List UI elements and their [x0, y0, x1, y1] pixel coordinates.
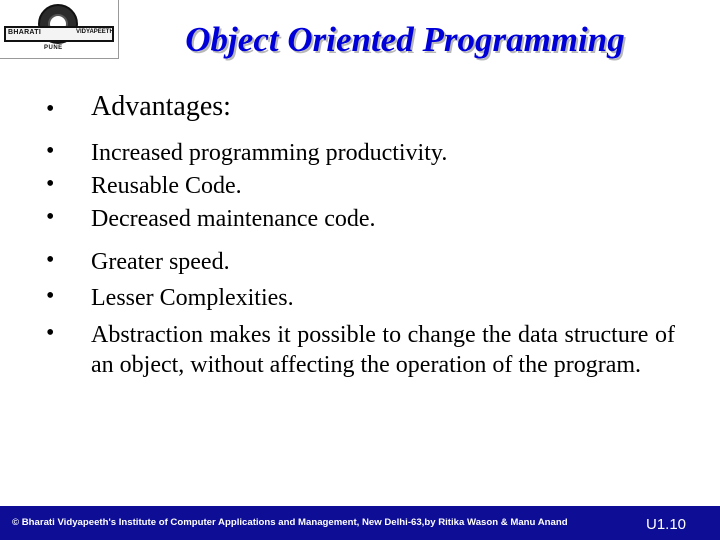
page-number: U1.10: [646, 516, 687, 533]
bullet-marker: •: [46, 138, 55, 164]
list-item-text: Lesser Complexities.: [91, 285, 294, 311]
list-item-text: Reusable Code.: [91, 173, 242, 199]
footer-bar: [0, 506, 720, 540]
footer-credit: © Bharati Vidyapeeth's Institute of Computer Applications and Management, New Delhi-63,by Ritika Wason & Manu Anand: [12, 517, 568, 528]
bullet-marker: •: [46, 204, 55, 230]
section-heading: Advantages:: [91, 91, 231, 122]
bullet-marker: •: [46, 283, 55, 309]
slide-title: Object Oriented Programming: [185, 20, 625, 59]
logo-name-left: BHARATI: [8, 29, 42, 36]
list-item-text: Greater speed.: [91, 249, 230, 275]
list-item-text: Decreased maintenance code.: [91, 206, 376, 232]
logo-city: PUNE: [44, 45, 63, 51]
list-item-text: Abstraction makes it possible to change the data structure of an object, without affecting the operation of the program.: [91, 322, 675, 378]
bullet-marker: •: [46, 96, 55, 122]
bullet-marker: •: [46, 320, 55, 346]
bullet-marker: •: [46, 171, 55, 197]
logo-name-right: VIDYAPEETH: [76, 29, 114, 35]
list-item-text: Increased programming productivity.: [91, 140, 448, 166]
bullet-marker: •: [46, 247, 55, 273]
